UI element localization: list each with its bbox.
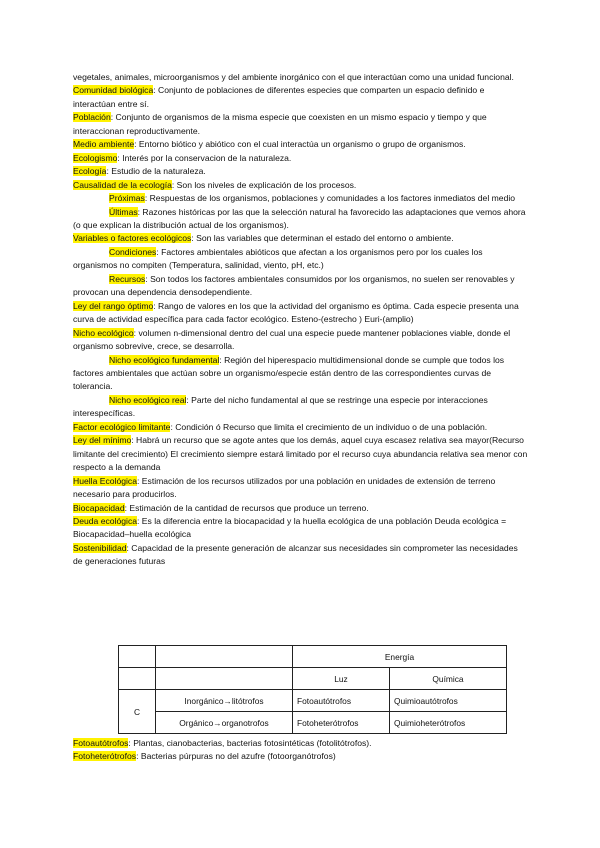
header-luz: Luz xyxy=(293,668,390,690)
term-highlight: Biocapacidad xyxy=(73,502,125,513)
table-empty-cell xyxy=(119,668,156,690)
definition-ley-minimo: Ley del mínimo: Habrá un recurso que se agote antes que los demás, aquel cuya escasez relativa sea mayor(Recurso limitante del crecimiento) El crecimiento siempre estará limitado por el recurso cuya abundancia relativa sea menor con respecto a la demanda xyxy=(73,435,528,473)
definition-sostenibilidad: Sostenibilidad: Capacidad de la presente generación de alcanzar sus necesidades sin comprometer las necesidades de generaciones futuras xyxy=(73,542,518,567)
term-highlight: Fotoheterótrofos xyxy=(73,751,137,762)
definition-ultimas: Últimas: Razones históricas por las que la selección natural ha favorecido las adaptaciones que vemos ahora (o que explican la distribución actual de los organismos). xyxy=(73,206,526,230)
term-highlight: Nicho ecológico fundamental xyxy=(109,354,220,365)
row-group-c: C xyxy=(119,690,156,734)
term-highlight: Nicho ecológico xyxy=(73,327,134,338)
energy-classification-table xyxy=(118,645,507,734)
table-empty-cell xyxy=(119,646,156,668)
definition-proximas: Próximas: Respuestas de los organismos, poblaciones y comunidades a los factores inmediatos del medio xyxy=(109,193,516,204)
table-empty-cell xyxy=(156,646,293,668)
table-empty-cell xyxy=(156,668,293,690)
term-highlight: Huella Ecológica xyxy=(73,475,138,486)
header-quimica: Química xyxy=(390,668,507,690)
definition-fotoautotrofos: Fotoautótrofos: Plantas, cianobacterias, bacterias fotosintéticas (fotolitótrofos). xyxy=(73,738,372,748)
definition-deuda-ecologica: Deuda ecológica: Es la diferencia entre la biocapacidad y la huella ecológica de una población Deuda ecológica = Biocapacidad–huella ecológica xyxy=(73,515,507,540)
definition-fotoheterotrofos: Fotoheterótrofos: Bacterias púrpuras no del azufre (fotoorganótrofos) xyxy=(73,751,336,762)
table-subheader-row xyxy=(119,668,507,690)
post-table-text xyxy=(73,737,528,764)
term-highlight: Fotoautótrofos xyxy=(73,738,129,748)
table-cell: Quimioheterótrofos xyxy=(390,712,507,734)
definition-comunidad-biologica: Comunidad biológica: Conjunto de poblaciones de diferentes especies que comparten un espacio definido e interactúan entre sí. xyxy=(73,85,485,109)
term-highlight: Población xyxy=(73,112,111,123)
table-cell: Quimioautótrofos xyxy=(390,690,507,712)
definition-poblacion: Población: Conjunto de organismos de la misma especie que coexisten en un mismo espacio y tiempo y que interaccionan reproductivamente. xyxy=(73,112,487,136)
table-header-row xyxy=(119,646,507,668)
glossary-text xyxy=(73,71,528,569)
definition-recursos: Recursos: Son todos los factores ambientales consumidos por los organismos, no suelen ser renovables y provocan una dependencia densodependiente. xyxy=(73,273,515,298)
term-highlight: Condiciones xyxy=(109,246,157,257)
term-highlight: Medio ambiente xyxy=(73,139,135,150)
definition-biocapacidad: Biocapacidad: Estimación de la cantidad de recursos que produce un terreno. xyxy=(73,502,369,513)
row-label: Inorgánico→litótrofos xyxy=(156,690,293,712)
definition-ley-rango-optimo: Ley del rango óptimo: Rango de valores en los que la actividad del organismo es óptima. Cada especie presenta una curva de actividad específica para cada factor ecológico. Esteno-(estrecho ) Euri-(amplio) xyxy=(73,300,519,325)
definition-medio-ambiente: Medio ambiente: Entorno biótico y abiótico con el cual interactúa un organismo o grupo de organismos. xyxy=(73,139,466,150)
definition-condiciones: Condiciones: Factores ambientales abióticos que afectan a los organismos pero por los cuales los organismos no compiten (Temperatura, salinidad, viento, pH, etc.) xyxy=(73,246,483,271)
definition-nicho-ecologico: Nicho ecológico: volumen n-dimensional dentro del cual una especie puede mantener poblaciones viable, donde el organismo sobrevive, crece, se desarrolla. xyxy=(73,327,511,352)
term-highlight: Nicho ecológico real xyxy=(109,394,187,405)
table-row xyxy=(119,690,507,712)
definition-ecologismo: Ecologismo: Interés por la conservacion de la naturaleza. xyxy=(73,152,292,163)
paragraph-continuation: vegetales, animales, microorganismos y del ambiente inorgánico con el que interactúan como una unidad funcional. xyxy=(73,72,514,82)
term-highlight: Ley del rango óptimo xyxy=(73,300,154,311)
definition-factor-limitante: Factor ecológico limitante: Condición ó Recurso que limita el crecimiento de un individuo o de una población. xyxy=(73,421,488,432)
definition-causalidad: Causalidad de la ecología: Son los niveles de explicación de los procesos. xyxy=(73,179,357,190)
term-highlight: Ley del mínimo xyxy=(73,435,132,446)
term-highlight: Recursos xyxy=(109,273,146,284)
term-highlight: Últimas xyxy=(109,206,138,217)
table-row xyxy=(119,712,507,734)
term-highlight: Causalidad de la ecología xyxy=(73,179,172,190)
definition-ecologia: Ecología: Estudio de la naturaleza. xyxy=(73,166,206,177)
term-highlight: Factor ecológico limitante xyxy=(73,421,171,432)
term-highlight: Sostenibilidad xyxy=(73,542,127,553)
definition-nicho-real: Nicho ecológico real: Parte del nicho fundamental al que se restringe una especie por interacciones interespecíficas. xyxy=(73,394,488,419)
table-cell: Fotoheterótrofos xyxy=(293,712,390,734)
term-highlight: Ecología xyxy=(73,166,107,177)
definition-variables: Variables o factores ecológicos: Son las variables que determinan el estado del entorno o ambiente. xyxy=(73,233,454,244)
term-highlight: Próximas xyxy=(109,193,145,204)
definition-huella-ecologica: Huella Ecológica: Estimación de los recursos utilizados por una población en unidades de extensión de terreno necesario para producirlos. xyxy=(73,475,496,500)
term-highlight: Deuda ecológica xyxy=(73,515,138,526)
row-label: Orgánico→organotrofos xyxy=(156,712,293,734)
term-highlight: Ecologismo xyxy=(73,152,118,163)
header-energia: Energía xyxy=(293,646,507,668)
definition-nicho-fundamental: Nicho ecológico fundamental: Región del hiperespacio multidimensional donde se cumple que todos los factores ambientales que actúan sobre un organismo/especie están dentro de las correspondientes curvas de tolerancia. xyxy=(73,354,505,392)
term-highlight: Comunidad biológica xyxy=(73,85,154,96)
term-highlight: Variables o factores ecológicos xyxy=(73,233,192,244)
table-cell: Fotoautótrofos xyxy=(293,690,390,712)
